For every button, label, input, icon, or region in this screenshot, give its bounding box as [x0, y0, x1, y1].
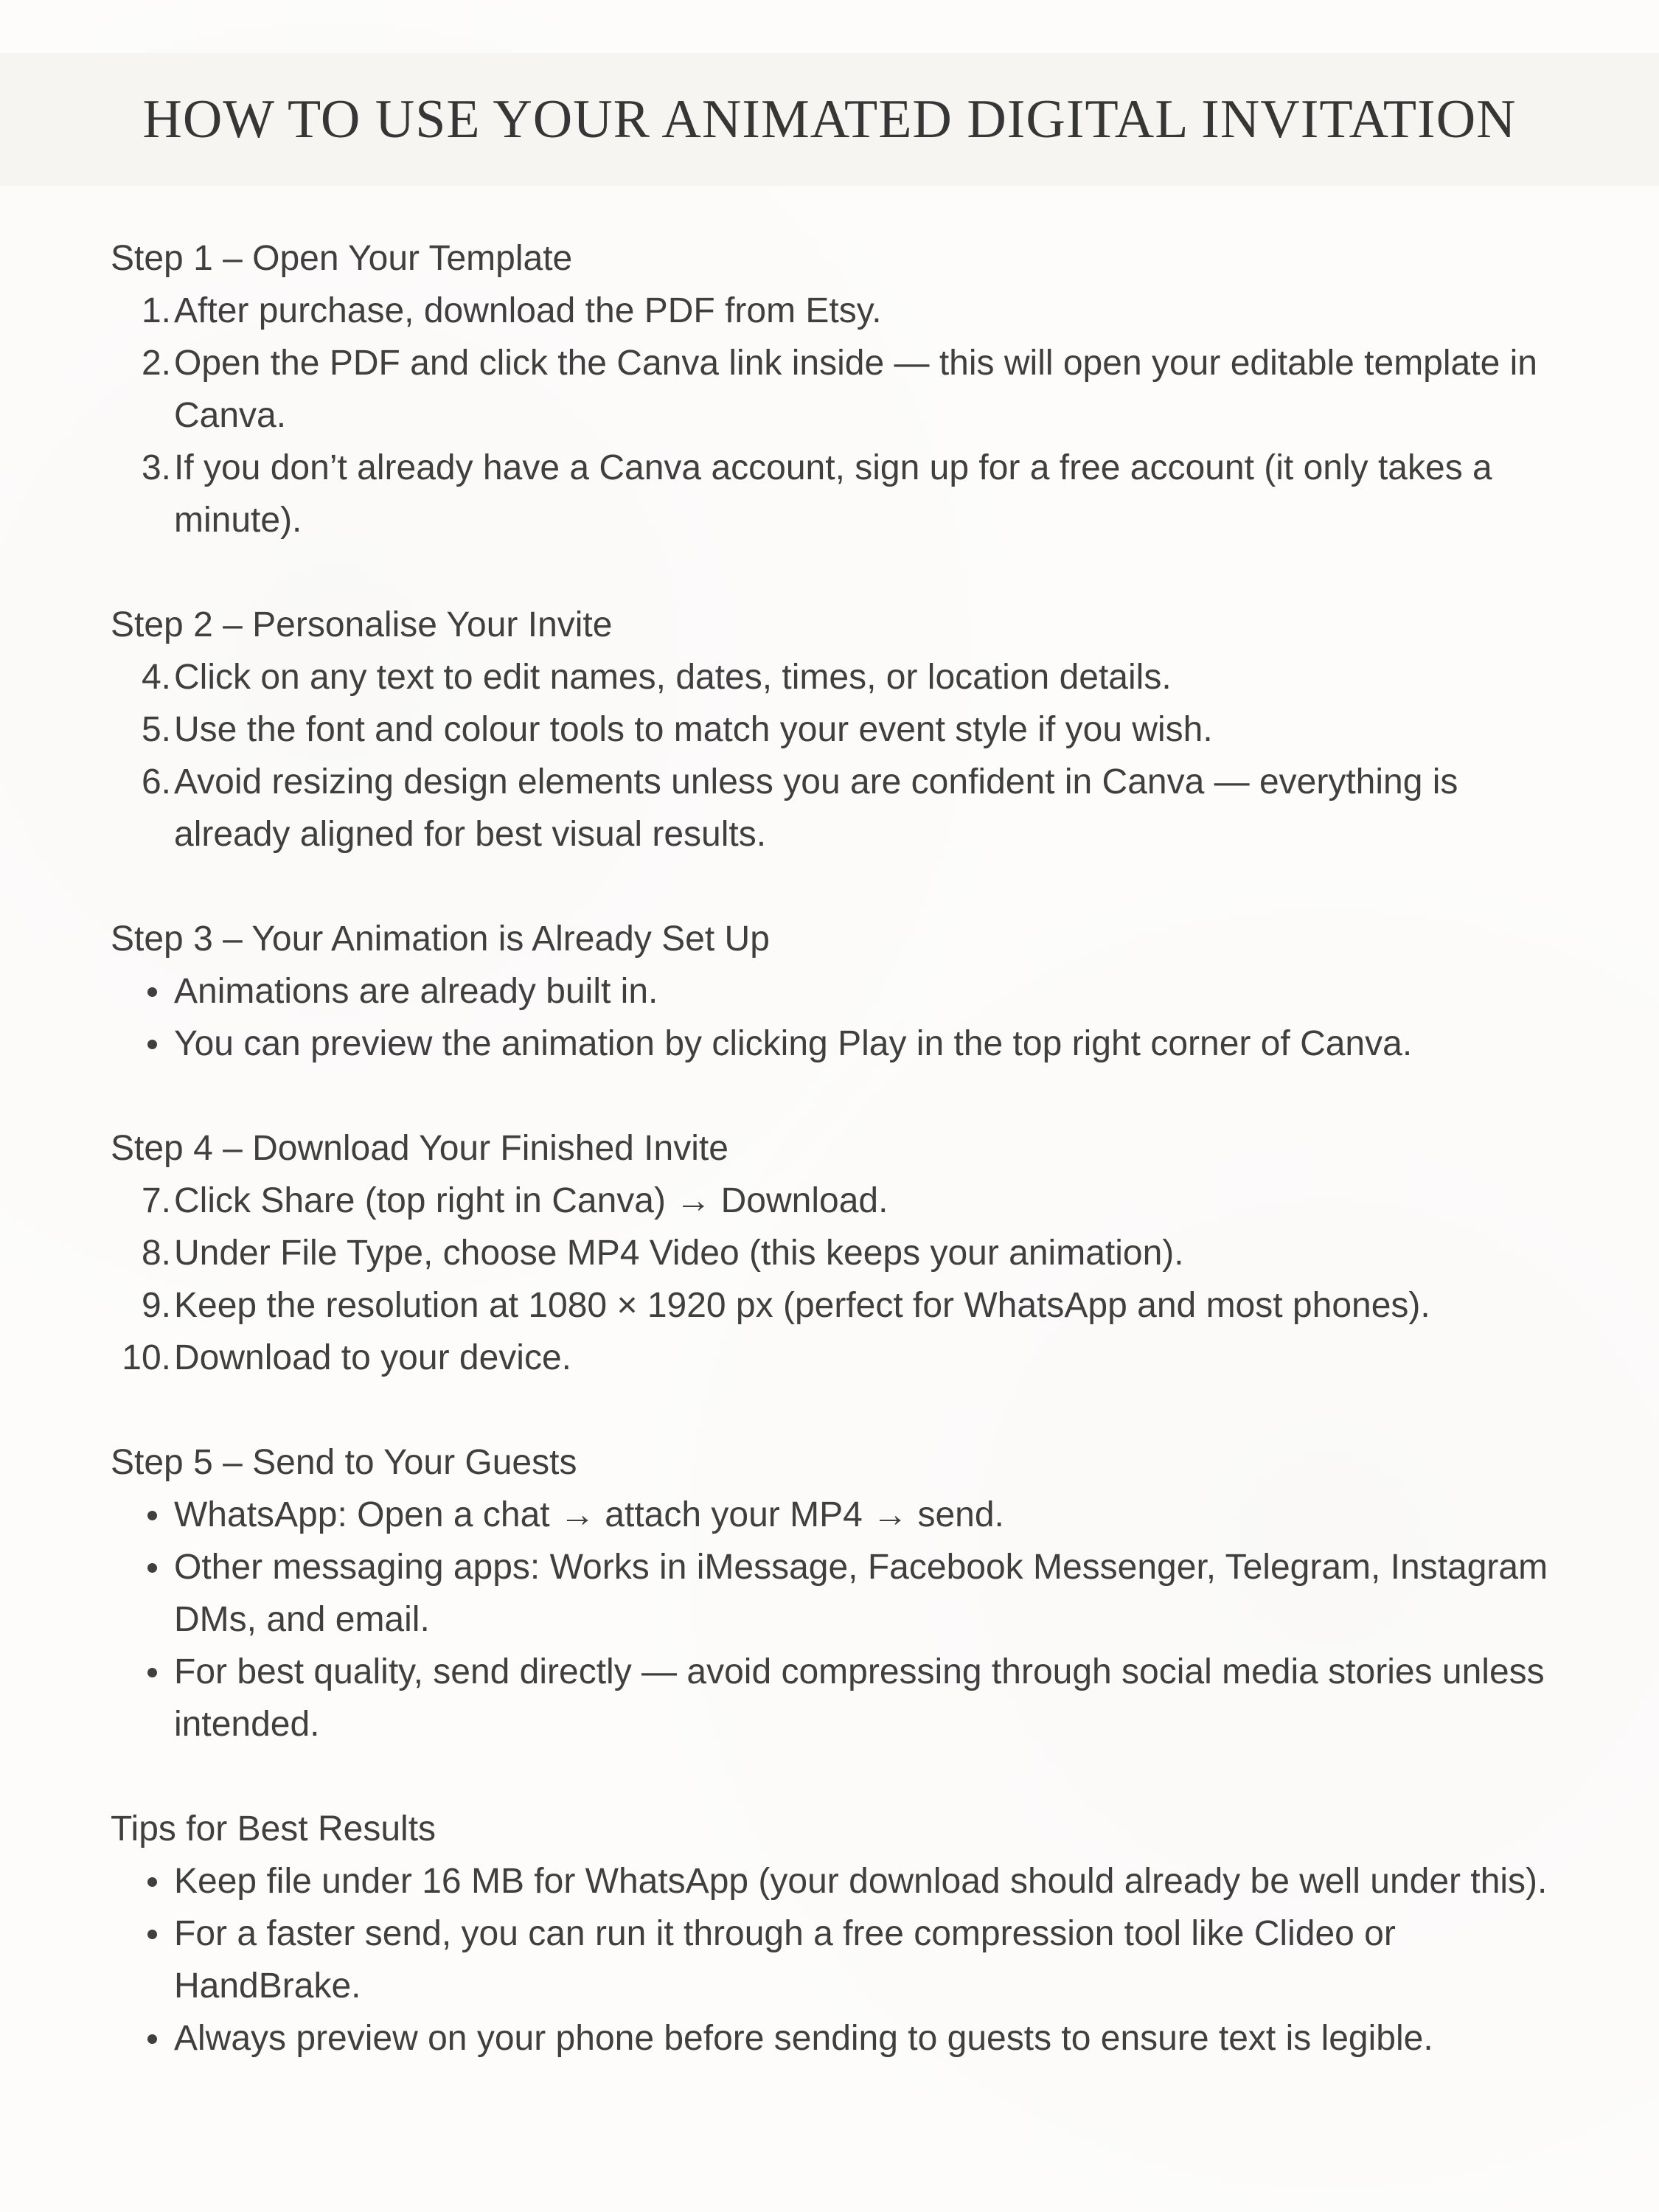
list-item	[111, 1541, 1556, 1646]
bullet-icon	[147, 1930, 157, 1939]
title-banner	[0, 53, 1659, 186]
list-item	[111, 651, 1556, 703]
list-item-text: You can preview the animation by clicking Play in the top right corner of Canva.	[174, 1024, 1413, 1063]
section-heading: Step 5 – Send to Your Guests	[111, 1443, 577, 1482]
list-number: 7.	[141, 1181, 171, 1220]
list-item-text: WhatsApp: Open a chat → attach your MP4 → send.	[174, 1495, 1004, 1534]
section-step-4	[111, 1122, 1556, 1384]
instructions-content	[111, 232, 1556, 2065]
list-item	[111, 1332, 1556, 1384]
list-number: 10.	[122, 1338, 171, 1377]
section-heading: Step 2 – Personalise Your Invite	[111, 605, 613, 644]
list-item	[111, 1175, 1556, 1227]
list-number: 6.	[141, 762, 171, 801]
list-item-text: Download to your device.	[174, 1338, 571, 1377]
list-item	[111, 337, 1556, 442]
list-item-text: Use the font and colour tools to match your event style if you wish.	[174, 710, 1213, 749]
list-item-text: Keep the resolution at 1080 × 1920 px (perfect for WhatsApp and most phones).	[174, 1286, 1430, 1325]
section-heading: Step 3 – Your Animation is Already Set Up	[111, 919, 770, 959]
bullet-icon	[147, 1668, 157, 1677]
list-item-text: If you don’t already have a Canva account, sign up for a free account (it only takes a minute).	[174, 448, 1492, 540]
list-number: 8.	[141, 1234, 171, 1273]
list-item-text: After purchase, download the PDF from Etsy.	[174, 291, 882, 330]
list-number: 3.	[141, 448, 171, 487]
list-item	[111, 1489, 1556, 1541]
list-item-text: Animations are already built in.	[174, 972, 658, 1011]
list-item-text: Always preview on your phone before sending to guests to ensure text is legible.	[174, 2019, 1433, 2058]
section-step-2	[111, 599, 1556, 860]
list-item-text: Other messaging apps: Works in iMessage, Facebook Messenger, Telegram, Instagram DMs, and email.	[174, 1548, 1548, 1639]
section-step-3	[111, 913, 1556, 1070]
list-item-text: For a faster send, you can run it through a free compression tool like Clideo or HandBrake.	[174, 1914, 1396, 2006]
list-item-text: Under File Type, choose MP4 Video (this keeps your animation).	[174, 1234, 1184, 1273]
list-item-text: Keep file under 16 MB for WhatsApp (your download should already be well under this).	[174, 1862, 1548, 1901]
list-item	[111, 2012, 1556, 2065]
list-number: 4.	[141, 658, 171, 697]
list-item	[111, 1018, 1556, 1070]
bullet-list	[111, 1855, 1556, 2065]
section-heading: Step 1 – Open Your Template	[111, 239, 573, 278]
bullet-icon	[147, 1511, 157, 1520]
bullet-icon	[147, 1877, 157, 1887]
list-item	[111, 1279, 1556, 1332]
section-heading: Tips for Best Results	[111, 1809, 437, 1848]
numbered-list	[111, 651, 1556, 860]
section-step-1	[111, 232, 1556, 546]
list-item	[111, 703, 1556, 756]
bullet-icon	[147, 1040, 157, 1049]
list-item	[111, 285, 1556, 337]
list-number: 1.	[141, 291, 171, 330]
list-item	[111, 965, 1556, 1018]
list-number: 2.	[141, 344, 171, 383]
list-number: 5.	[141, 710, 171, 749]
numbered-list	[111, 1175, 1556, 1384]
section-step-5	[111, 1436, 1556, 1750]
list-number: 9.	[141, 1286, 171, 1325]
list-item-text: Avoid resizing design elements unless you are confident in Canva — everything is already aligned for best visual results.	[174, 762, 1458, 854]
page-title: HOW TO USE YOUR ANIMATED DIGITAL INVITATION	[142, 88, 1517, 150]
list-item-text: For best quality, send directly — avoid compressing through social media stories unless intended.	[174, 1652, 1545, 1744]
list-item	[111, 1227, 1556, 1279]
list-item	[111, 1855, 1556, 1907]
bullet-list	[111, 1489, 1556, 1750]
bullet-icon	[147, 987, 157, 997]
bullet-list	[111, 965, 1556, 1070]
numbered-list	[111, 285, 1556, 546]
section-tips	[111, 1803, 1556, 2065]
bullet-icon	[147, 2034, 157, 2044]
bullet-icon	[147, 1563, 157, 1573]
section-heading: Step 4 – Download Your Finished Invite	[111, 1129, 728, 1168]
list-item	[111, 1646, 1556, 1750]
list-item	[111, 442, 1556, 546]
list-item-text: Open the PDF and click the Canva link inside — this will open your editable template in Canva.	[174, 344, 1537, 435]
list-item	[111, 756, 1556, 860]
list-item-text: Click on any text to edit names, dates, times, or location details.	[174, 658, 1172, 697]
list-item-text: Click Share (top right in Canva) → Download.	[174, 1181, 888, 1220]
list-item	[111, 1907, 1556, 2012]
